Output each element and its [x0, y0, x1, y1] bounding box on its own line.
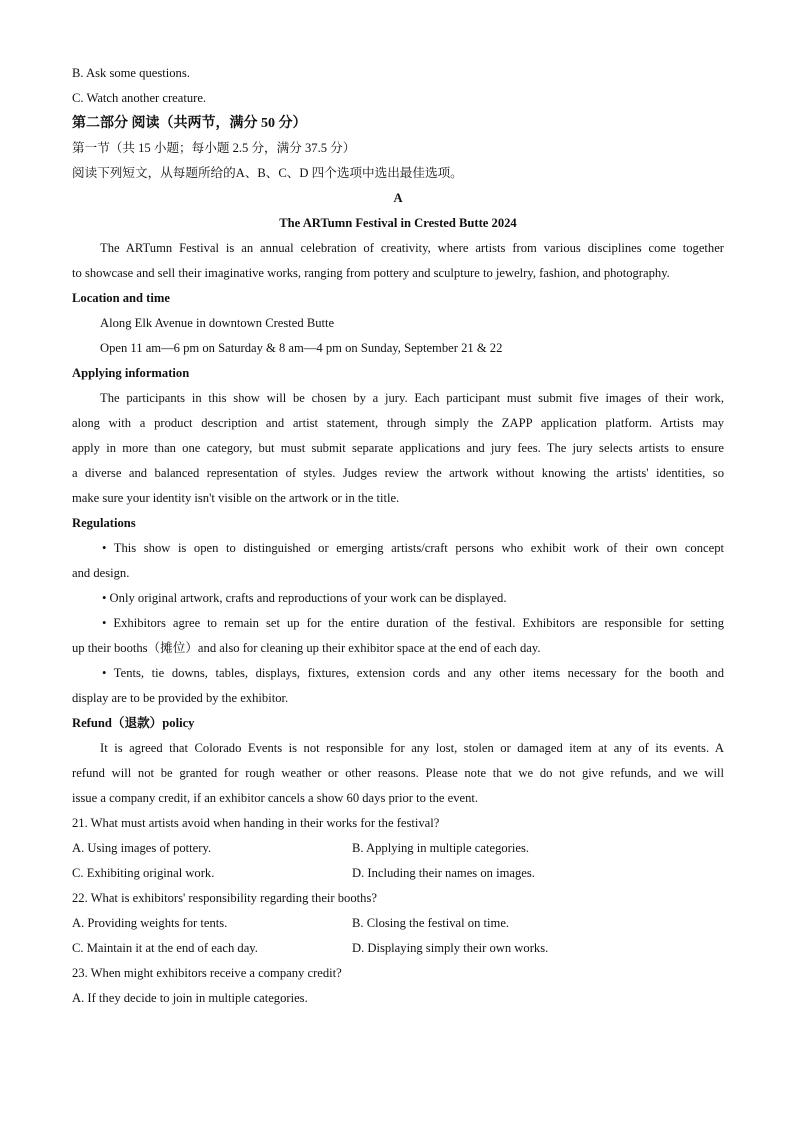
- applying-line: apply in more than one category, but must submit separate applications and jury fees. The jury selects artists to ensure: [72, 441, 724, 455]
- option-c[interactable]: C. Maintain it at the end of each day.: [72, 941, 258, 955]
- regulation-line: and design.: [72, 566, 130, 580]
- instruction: 阅读下列短文，从每题所给的A、B、C、D 四个选项中选出最佳选项。: [72, 166, 463, 180]
- option-a[interactable]: A. If they decide to join in multiple categories.: [72, 991, 308, 1005]
- passage-title: The ARTumn Festival in Crested Butte 2024: [279, 216, 517, 230]
- option-b: B. Ask some questions.: [72, 66, 190, 80]
- refund-line: issue a company credit, if an exhibitor cancels a show 60 days prior to the event.: [72, 791, 479, 805]
- option-c[interactable]: C. Exhibiting original work.: [72, 866, 215, 880]
- regulations-heading: Regulations: [72, 516, 136, 530]
- exam-page: [72, 61, 724, 1011]
- regulation-line: • Exhibitors agree to remain set up for the entire duration of the festival. Exhibitors are responsible for setting: [102, 616, 724, 630]
- intro-line: The ARTumn Festival is an annual celebration of creativity, where artists from various disciplines come together: [100, 241, 724, 255]
- question-21-stem: 21. What must artists avoid when handing in their works for the festival?: [72, 816, 440, 830]
- applying-line: make sure your identity isn't visible on the artwork or in the title.: [72, 491, 400, 505]
- location-line: Along Elk Avenue in downtown Crested Butte: [100, 316, 335, 330]
- question-22-stem: 22. What is exhibitors' responsibility regarding their booths?: [72, 891, 377, 905]
- option-a[interactable]: A. Using images of pottery.: [72, 841, 212, 855]
- refund-heading: Refund（退款）policy: [72, 716, 195, 730]
- applying-line: along with a product description and artist statement, through simply the ZAPP application platform. Artists may: [72, 416, 724, 430]
- question-22-options-row: [72, 936, 724, 961]
- regulation-line: up their booths（摊位）and also for cleaning up their exhibitor space at the end of each day.: [72, 641, 541, 655]
- option-d[interactable]: D. Including their names on images.: [352, 866, 535, 880]
- question-22-options-row: [72, 911, 724, 936]
- option-b[interactable]: B. Applying in multiple categories.: [352, 841, 529, 855]
- intro-line: to showcase and sell their imaginative works, ranging from pottery and sculpture to jewelry, fashion, and photography.: [72, 266, 670, 280]
- part-title: 第二部分 阅读（共两节，满分 50 分）: [72, 116, 307, 131]
- question-21-options-row: [72, 861, 724, 886]
- applying-line: The participants in this show will be chosen by a jury. Each participant must submit five images of their work,: [100, 391, 724, 405]
- location-heading: Location and time: [72, 291, 170, 305]
- refund-line: refund will not be granted for rough weather or other reasons. Please note that we do not give refunds, and we will: [72, 766, 724, 780]
- option-a[interactable]: A. Providing weights for tents.: [72, 916, 228, 930]
- regulation-line: display are to be provided by the exhibitor.: [72, 691, 289, 705]
- time-line: Open 11 am—6 pm on Saturday & 8 am—4 pm on Sunday, September 21 & 22: [100, 341, 503, 355]
- regulation-line: • This show is open to distinguished or emerging artists/craft persons who exhibit work of their own concept: [102, 541, 724, 555]
- regulation-line: • Only original artwork, crafts and reproductions of your work can be displayed.: [102, 591, 507, 605]
- option-b[interactable]: B. Closing the festival on time.: [352, 916, 510, 930]
- question-23-stem: 23. When might exhibitors receive a company credit?: [72, 966, 342, 980]
- applying-heading: Applying information: [72, 366, 190, 380]
- option-d[interactable]: D. Displaying simply their own works.: [352, 941, 549, 955]
- applying-line: a diverse and balanced representation of styles. Judges review the artwork without knowing the artists' identities, so: [72, 466, 724, 480]
- regulation-line: • Tents, tie downs, tables, displays, fixtures, extension cords and any other items necessary for the booth and: [102, 666, 724, 680]
- option-c: C. Watch another creature.: [72, 91, 207, 105]
- passage-letter: A: [393, 191, 403, 205]
- refund-line: It is agreed that Colorado Events is not responsible for any lost, stolen or damaged item at any of its events. A: [100, 741, 724, 755]
- question-21-options-row: [72, 836, 724, 861]
- subsection-title: 第一节（共 15 小题；每小题 2.5 分，满分 37.5 分）: [72, 141, 356, 155]
